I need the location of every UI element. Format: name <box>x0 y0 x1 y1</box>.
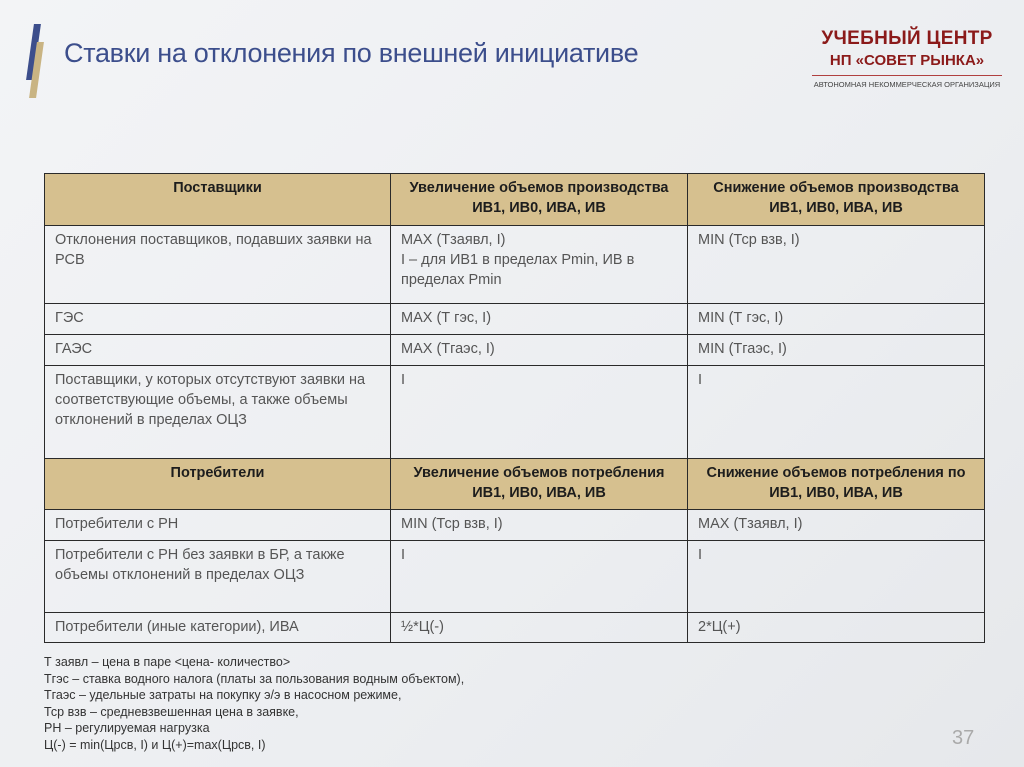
note-line: Тгэс – ставка водного налога (платы за пользования водным объектом), <box>44 671 465 686</box>
table-cell: I <box>391 366 688 459</box>
page-number: 37 <box>952 727 975 749</box>
header-cell: Поставщики <box>45 174 391 226</box>
table-row <box>45 510 985 541</box>
table-cell: MAX (Тзаявл, I) <box>688 510 985 541</box>
table-cell: Отклонения поставщиков, подавших заявки на РСВ <box>45 226 391 304</box>
note-line: Ц(-) = min(Црсв, I) и Ц(+)=max(Црсв, I) <box>44 737 266 752</box>
rates-table <box>44 173 985 643</box>
table-cell: MIN (Тгаэс, I) <box>688 335 985 366</box>
table-cell: I <box>391 541 688 613</box>
table-row <box>45 226 985 304</box>
table-cell: ГАЭС <box>45 335 391 366</box>
note-line: Тср взв – средневзвешенная цена в заявке, <box>44 704 299 719</box>
note-line: Т заявл – цена в паре <цена- количество> <box>44 655 291 669</box>
table-row <box>45 366 985 459</box>
logo-line2: НП «СОВЕТ РЫНКА» <box>829 52 985 69</box>
logo <box>812 28 1002 89</box>
header-cell: Увеличение объемов производства ИВ1, ИВ0, ИВА, ИВ <box>391 174 688 226</box>
table-cell: ½*Ц(-) <box>391 613 688 643</box>
header-cell: Снижение объемов производства ИВ1, ИВ0, ИВА, ИВ <box>688 174 985 226</box>
header-cell: Снижение объемов потребления по ИВ1, ИВ0, ИВА, ИВ <box>688 459 985 510</box>
table-row <box>45 541 985 613</box>
page-title: Ставки на отклонения по внешней инициативе <box>64 38 639 68</box>
logo-line1: УЧЕБНЫЙ ЦЕНТР <box>821 28 993 49</box>
table-cell: Потребители с РН без заявки в БР, а также объемы отклонений в пределах ОЦЗ <box>45 541 391 613</box>
table-cell: 2*Ц(+) <box>688 613 985 643</box>
notes <box>44 654 464 753</box>
table-cell: MIN (Тср взв, I) <box>688 226 985 304</box>
header-cell: Потребители <box>45 459 391 510</box>
note-line: РН – регулируемая нагрузка <box>44 721 210 735</box>
table-cell: Потребители (иные категории), ИВА <box>45 613 391 643</box>
note-line: Тгаэс – удельные затраты на покупку э/э в насосном режиме, <box>44 688 402 702</box>
logo-line3: АВТОНОМНАЯ НЕКОММЕРЧЕСКАЯ ОРГАНИЗАЦИЯ <box>813 80 1001 89</box>
table-cell: I <box>688 541 985 613</box>
logo-divider <box>812 75 1002 76</box>
table-row <box>45 335 985 366</box>
table-cell: MAX (Тгаэс, I) <box>391 335 688 366</box>
table-cell: Потребители с РН <box>45 510 391 541</box>
table-cell: ГЭС <box>45 304 391 335</box>
table-row <box>45 613 985 643</box>
table-header-row <box>45 174 985 226</box>
table-row <box>45 304 985 335</box>
table-cell: MAX (Тзаявл, I) I – для ИВ1 в пределах Pmin, ИВ в пределах Pmin <box>391 226 688 304</box>
header-cell: Увеличение объемов потребления ИВ1, ИВ0, ИВА, ИВ <box>391 459 688 510</box>
table-header-row <box>45 459 985 510</box>
table-cell: MIN (Тср взв, I) <box>391 510 688 541</box>
table-cell: MIN (Т гэс, I) <box>688 304 985 335</box>
table-cell: I <box>688 366 985 459</box>
table-cell: Поставщики, у которых отсутствуют заявки на соответствующие объемы, а также объемы отклонений в пределах ОЦЗ <box>45 366 391 459</box>
table-cell: MAX (Т гэс, I) <box>391 304 688 335</box>
